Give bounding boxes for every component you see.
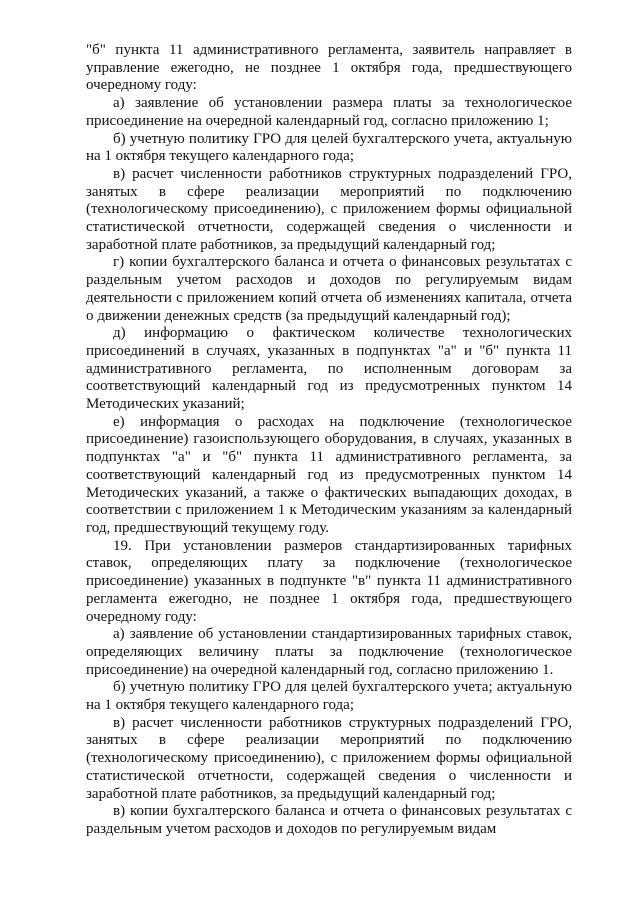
- document-body: [86, 42, 572, 839]
- paragraph-19-a-application: а) заявление об установлении стандартизированных тарифных ставок, определяющих величину платы за подключение (технологическое присоединение) на очередной календарный год, согласно приложению 1.: [86, 626, 572, 678]
- paragraph-e-expenses-info: е) информация о расходах на подключение (технологическое присоединение) газоиспользующего оборудования, в случаях, указанных в подпунктах "а" и "б" пункта 11 административного регламента, за соответствующий календарный год из предусмотренных пунктом 14 Методических указаний, а также о фактических выпадающих доходах, в соответствии с приложением 1 к Методическим указаниям за календарный год, предшествующий текущему году.: [86, 413, 572, 536]
- paragraph-19-v-balance-copies: в) копии бухгалтерского баланса и отчета о финансовых результатах с раздельным учетом расходов и доходов по регулируемым видам: [86, 803, 572, 837]
- paragraph-a-application: а) заявление об установлении размера платы за технологическое присоединение на очередной календарный год, согласно приложению 1;: [86, 95, 572, 129]
- paragraph-b-accounting-policy: б) учетную политику ГРО для целей бухгалтерского учета, актуальную на 1 октября текущего календарного года;: [86, 130, 572, 165]
- paragraph-v-staff-calculation: в) расчет численности работников структурных подразделений ГРО, занятых в сфере реализации мероприятий по подключению (технологическому присоединению), с приложением формы официальной статистической отчетности, содержащей сведения о численности и заработной плате работников, за предыдущий календарный год;: [86, 165, 572, 253]
- paragraph-g-balance-copies: г) копии бухгалтерского баланса и отчета о финансовых результатах с раздельным учетом расходов и доходов по регулируемым видам деятельности с приложением копий отчета об изменениях капитала, отчета о движении денежных средств (за предыдущий календарный год);: [86, 254, 572, 324]
- paragraph-continuation: "б" пункта 11 административного регламента, заявитель направляет в управление ежегодно, не позднее 1 октября года, предшествующего очередному году:: [86, 42, 572, 94]
- paragraph-19: 19. При установлении размеров стандартизированных тарифных ставок, определяющих плату за подключение (технологическое присоединение) указанных в подпункте "в" пункта 11 административного регламента ежегодно, не позднее 1 октября года, предшествующего очередному году:: [86, 537, 572, 625]
- paragraph-19-v-staff-calculation: в) расчет численности работников структурных подразделений ГРО, занятых в сфере реализации мероприятий по подключению (технологическому присоединению), с приложением формы официальной статистической отчетности, содержащей сведения о численности и заработной плате работников, за предыдущий календарный год;: [86, 714, 572, 802]
- paragraph-19-b-accounting-policy: б) учетную политику ГРО для целей бухгалтерского учета; актуальную на 1 октября текущего календарного года;: [86, 679, 572, 714]
- paragraph-d-connections-info: д) информацию о фактическом количестве технологических присоединений в случаях, указанных в подпунктах "а" и "б" пункта 11 административного регламента, по исполненным договорам за соответствующий календарный год из предусмотренных пунктом 14 Методических указаний;: [86, 325, 572, 413]
